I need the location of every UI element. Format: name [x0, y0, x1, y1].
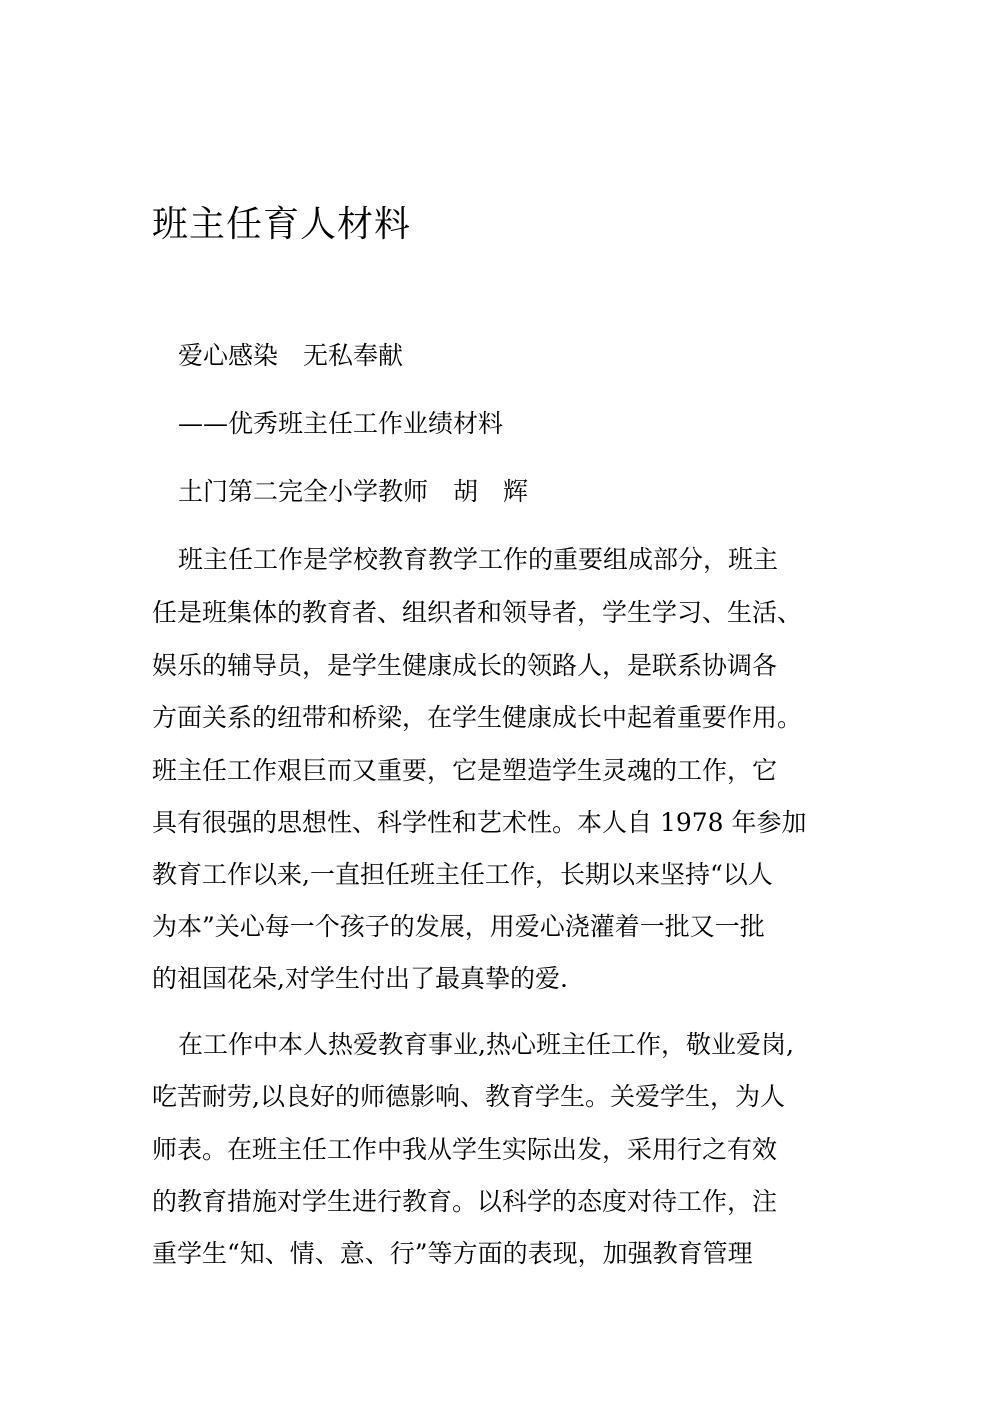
- paragraph-line: 班主任工作艰巨而又重要，它是塑造学生灵魂的工作，它: [152, 756, 778, 785]
- paragraph-line: 重学生“知、情、意、行”等方面的表现，加强教育管理: [152, 1239, 753, 1268]
- paragraph-line: 的教育措施对学生进行教育。以科学的态度对待工作，注: [152, 1187, 778, 1216]
- document-title: 班主任育人材料: [152, 204, 412, 245]
- paragraph-line: 师表。在班主任工作中我从学生实际出发，采用行之有效: [152, 1135, 778, 1164]
- author-line: 土门第二完全小学教师 胡 辉: [178, 477, 529, 506]
- paragraph-line: 娱乐的辅导员，是学生健康成长的领路人，是联系协调各: [152, 651, 778, 680]
- paragraph-line: 任是班集体的教育者、组织者和领导者，学生学习、生活、: [152, 598, 803, 627]
- paragraph-line: 吃苦耐劳,以良好的师德影响、教育学生。关爱学生，为人: [152, 1082, 785, 1111]
- paragraph-line: 在工作中本人热爱教育事业,热心班主任工作，敬业爱岗,: [178, 1030, 794, 1059]
- paragraph-line: 方面关系的纽带和桥梁，在学生健康成长中起着重要作用。: [152, 703, 803, 732]
- paragraph-line: 的祖国花朵,对学生付出了最真挚的爱.: [152, 964, 568, 993]
- paragraph-line: 教育工作以来,一直担任班主任工作，长期以来坚持“以人: [152, 860, 773, 889]
- subtitle-dash-line: ——优秀班主任工作业绩材料: [178, 409, 504, 438]
- subtitle-heading: 爱心感染 无私奉献: [178, 341, 404, 370]
- paragraph-line: 为本”关心每一个孩子的发展，用爱心浇灌着一批又一批: [152, 912, 765, 941]
- paragraph-line: 班主任工作是学校教育教学工作的重要组成部分，班主: [178, 545, 779, 574]
- paragraph-line: 具有很强的思想性、科学性和艺术性。本人自 1978 年参加: [152, 808, 807, 837]
